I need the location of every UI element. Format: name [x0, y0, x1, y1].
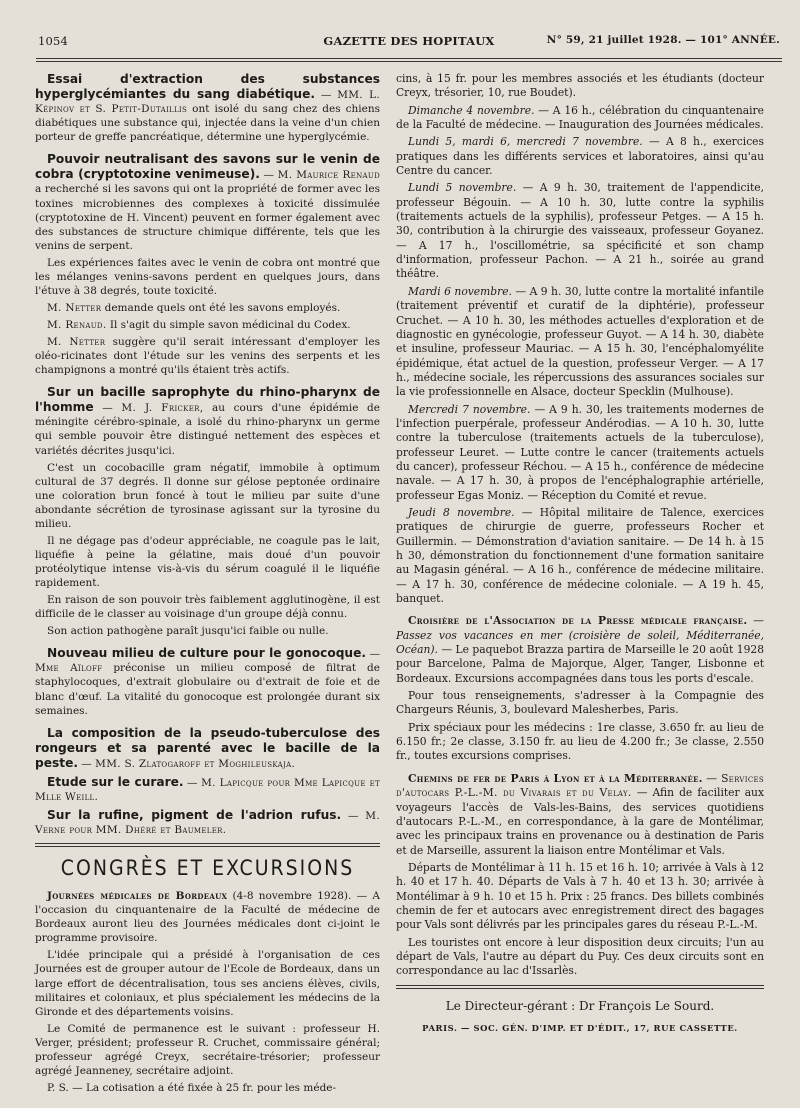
author-savons: M. Maurice Renaud — [277, 169, 380, 182]
heading-essai: Essai d'extraction des substances hyperglycémiantes du sang diabétique. — [35, 72, 380, 102]
article-gonocoque: Nouveau milieu de culture pour le gonocoque. — Mme Aïloff préconise un milieu composé de filtrat de staphylocoques, d'extrait globulaire ou d'extrait de foie et de blanc d'œuf. La vitalité du gonocoque est prolongée durant six semaines. — [35, 646, 381, 717]
day-label: Mardi 6 novembre. — [408, 284, 512, 298]
article-savons: Pouvoir neutralisant des savons sur le venin de cobra (cryptotoxine venimeuse). — M. Maurice Renaud a recherché si les savons qui ont la propriété de former avec les toxines microbiennes des complexes à toxicité dissimulée (cryptotoxine de H. Vincent) peuvent en former également avec des substances de structure chimique différente, tels que les venins de serpent. — [35, 152, 380, 252]
article-journees-bordeaux — [35, 889, 380, 945]
program-dimanche — [396, 104, 764, 133]
discussion-netter-2 — [35, 335, 380, 377]
right-column — [396, 72, 764, 1035]
article-chemins-de-fer — [396, 772, 764, 858]
paragraph: Le Comité de permanence est le suivant : professeur H. Verger, président; professeur R. Cruchet, commissaire général; professeur agrégé Creyx, secrétaire-trésorier; professeur agrégé Jeanneney, secrétaire adjoint. — [35, 1022, 380, 1077]
closing-rule — [396, 985, 764, 989]
day-program: — A 9 h. 30, les traitements modernes de l'infection puerpérale, professeur Andérodias. — A 10 h. 30, lutte contre la tuberculose (traitements actuels de la tuberculose), professeur Leuret. — Lutte contre le cancer (traitements actuels du cancer), professeur Réchou. — A 15 h., conférence de médecine navale. — A 17 h. 30, à propos de l'encéphalographie artérielle, professeur Egas Moniz. — Réception du Comité et revue. — [396, 402, 764, 502]
heading-curare: Etude sur le curare. — [47, 774, 184, 789]
heading-rufine: Sur la rufine, pigment de l'adrion rufus. — [47, 807, 342, 822]
text-essai: ont isolé du sang chez des chiens diabétiques une substance qui, injectée dans la veine d'un chien porteur de greffe pancréatique, détermine une hyperglycémie. — [35, 103, 381, 144]
heading-gonocoque: Nouveau milieu de culture pour le gonocoque. — [47, 646, 367, 661]
text-chemins-de-fer: — Afin de faciliter aux voyageurs l'accès de Vals-les-Bains, des services quotidiens d'autocars P.-L.-M., en correspondance, à la gare de Montélimar, avec les principaux trains en provenance ou à destination de Paris et de Marseille, assurent la liaison entre Montélimar et Vals. — [396, 786, 764, 857]
day-label: Dimanche 4 novembre. — [408, 103, 535, 117]
authors-curare: M. Lapicque pour Mme Lapicque et Mlle Weill. — [35, 776, 380, 803]
text-savons: a recherché si les savons qui ont la propriété de former avec les toxines microbiennes des complexes à toxicité dissimulée (cryptotoxine de H. Vincent) peuvent en former également avec des substances de structure chimique différente, tels que les venins de serpent. — [35, 183, 380, 252]
dates-journees-bordeaux: (4-8 novembre 1928). — [232, 890, 352, 903]
director-signature: Le Directeur-gérant : Dr François Le Sourd. — [445, 998, 715, 1013]
day-program: — Hôpital militaire de Talence, exercices pratiques de chirurgie de guerre, professeurs Rocher et Guillermin. — Démonstration d'aviation sanitaire. — De 14 h. à 15 h 30, démonstration du fonctionnement d'une formation sanitaire au Magasin général. — A 16 h., conférence de médecine militaire. — A 17 h. 30, conférence de médecine coloniale. — A 19 h. 45, banquet. — [396, 505, 764, 606]
page-number: 1054 — [38, 34, 69, 48]
page-header — [38, 34, 780, 52]
day-program: — A 9 h. 30, traitement de l'appendicite, professeur Bégouin. — A 10 h. 30, lutte contre la syphilis (traitements actuels de la syphilis), professeur Petges. — A 15 h. 30, contribution à la chirurgie des vaisseaux, professeur Goyanez. — A 17 h., l'oscillométrie, sa spécificité et son champ d'information, professeur Pachon. — A 21 h., soirée au grand théâtre. — [396, 181, 764, 281]
day-program: — A 16 h., célébration du cinquantenaire de la Faculté de médecine. — Inauguration des Journées médicales. — [396, 103, 764, 132]
header-rule — [36, 58, 782, 62]
printer-imprint: PARIS. — SOC. GÉN. D'IMP. ET D'ÉDIT., 17, RUE CASSETTE. — [422, 1022, 738, 1033]
subheading-chemins-de-fer: — Services d'autocars P.-L.-M. du Vivarais et du Velay. — [396, 771, 764, 800]
authors-essai: MM. L. Képinov et S. Petit-Dutaillis — [35, 89, 380, 116]
article-essai: Essai d'extraction des substances hyperglycémiantes du sang diabétique. — MM. L. Képinov et S. Petit-Dutaillis ont isolé du sang chez des chiens diabétiques une substance qui, injectée dans la veine d'un chien porteur de greffe pancréatique, détermine une hyperglycémie. — [35, 72, 381, 144]
left-column — [35, 72, 380, 1098]
section-title-congres: CONGRÈS ET EXCURSIONS — [60, 856, 355, 881]
authors-pseudo-tuberculose: MM. S. Zlatogaroff et Moghileuskaja. — [95, 757, 296, 770]
speech: Il s'agit du simple savon médicinal du Codex. — [109, 319, 351, 331]
paragraph: Les touristes ont encore à leur disposition deux circuits; l'un au départ de Vals, l'autre au départ du Puy. Ces deux circuits sont en correspondance au lac d'Issarlès. — [396, 935, 764, 978]
paragraph: C'est un cocobacille gram négatif, immobile à optimum cultural de 37 degrés. Il donne sur gélose peptonée ordinaire une coloration brun foncé à tout le milieu par suite d'une abondante sécrétion de tyrosinase agissant sur la tyrosine du milieu. — [35, 461, 380, 530]
text-bacille: au cours d'une épidémie de méningite cérébro-spinale, a isolé du rhino-pharynx un germe qui semble pouvoir être distingué nettement des espèces et variétés décrites jusqu'ici. — [35, 402, 380, 457]
text-journees-bordeaux: — A l'occasion du cinquantenaire de la Faculté de médecine de Bordeaux auront lieu des Journées médicales dont ci-joint le programme provisoire. — [35, 890, 381, 945]
author-gonocoque: Mme Aïloff — [35, 662, 103, 675]
day-label: Mercredi 7 novembre. — [408, 402, 531, 416]
program-jeudi — [396, 506, 764, 606]
journal-title: GAZETTE DES HOPITAUX — [323, 34, 495, 48]
day-label: Jeudi 8 novembre. — [408, 505, 515, 519]
article-pseudo-tuberculose: La composition de la pseudo-tuberculose des rongeurs et sa parenté avec le bacille de la peste. — MM. S. Zlatogaroff et Moghileuskaja. — [35, 725, 380, 770]
speaker-name: M. Renaud. — [47, 319, 107, 331]
article-rufine: Sur la rufine, pigment de l'adrion rufus. — M. Verne pour MM. Dhéré et Baumeler. — [35, 807, 380, 836]
speech: demande quels ont été les savons employés. — [104, 301, 341, 314]
paragraph: Son action pathogène paraît jusqu'ici faible ou nulle. — [47, 625, 329, 638]
issue-line: N° 59, 21 juillet 1928. — 101° ANNÉE. — [546, 34, 780, 46]
heading-savons: Pouvoir neutralisant des savons sur le venin de cobra (cryptotoxine venimeuse). — [35, 152, 380, 182]
speech: suggère qu'il serait intéressant d'employer les oléo-ricinates dont l'étude sur les venins des serpents et les champignons a montré qu'ils étaient très actifs. — [35, 336, 380, 377]
paragraph: Il ne dégage pas d'odeur appréciable, ne coagule pas le lait, liquéfie à peine la gélatine, mais doué d'un pouvoir protéolytique intense vis-à-vis du sérum coagulé il le liquéfie rapidement. — [35, 534, 380, 590]
paragraph: cins, à 15 fr. pour les membres associés et les étudiants (docteur Creyx, trésorier, 10, rue Boudet). — [396, 72, 764, 100]
article-curare: Etude sur le curare. — M. Lapicque pour Mme Lapicque et Mlle Weill. — [35, 774, 380, 803]
paragraph: L'idée principale qui a présidé à l'organisation de ces Journées est de grouper autour de l'Ecole de Bordeaux, dans un large effort de décentralisation, tous ses anciens élèves, civils, militaires et coloniaux, et plus spécialement les médecins de la Gironde et des départements voisins. — [35, 949, 380, 1018]
program-lundi — [396, 181, 764, 281]
day-label: Lundi 5, mardi 6, mercredi 7 novembre. — [408, 135, 643, 149]
program-lundi-mercredi — [396, 135, 764, 178]
day-label: Lundi 5 novembre. — [408, 181, 517, 195]
section-rule — [35, 843, 380, 847]
discussion-netter — [35, 301, 380, 315]
paragraph: Départs de Montélimar à 11 h. 15 et 16 h. 10; arrivée à Vals à 12 h. 40 et 17 h. 40. Départs de Vals à 7 h. 40 et 13 h. 30; arrivée à Montélimar à 9 h. 10 et 15 h. Prix : 25 francs. Des billets combinés chemin de fer et autocars avec enregistrement direct des bagages pour Vals sont délivrés par les principales gares du réseau P.-L.-M. — [396, 860, 764, 932]
heading-bacille: Sur un bacille saprophyte du rhino-pharynx de l'homme — [35, 385, 380, 415]
heading-croisiere: Croisière de l'Association de la Presse médicale française. — [408, 614, 748, 628]
heading-pseudo-tuberculose: La composition de la pseudo-tuberculose des rongeurs et sa parenté avec le bacille de la peste. — [35, 725, 380, 770]
article-croisiere: Croisière de l'Association de la Presse médicale française. — Passez vos vacances en mer (croisière de soleil, Méditerranée, Océan). — Le paquebot Brazza partira de Marseille le 20 août 1928 pour Barcelone, Palma de Majorque, Alger, Tanger, Lisbonne et Bordeaux. Excursions accompagnées dans tous les ports d'escale. — [396, 614, 764, 685]
paragraph: Prix spéciaux pour les médecins : 1re classe, 3.650 fr. au lieu de 6.150 fr.; 2e classe, 3.150 fr. au lieu de 4.200 fr.; 3e classe, 2.550 fr., toutes excursions comprises. — [396, 720, 764, 763]
article-bacille: Sur un bacille saprophyte du rhino-pharynx de l'homme — M. J. Fricker, au cours d'une épidémie de méningite cérébro-spinale, a isolé du rhino-pharynx un germe qui semble pouvoir être distingué nettement des espèces et variétés décrites jusqu'ici. — [35, 385, 380, 457]
text-croisiere: — Le paquebot Brazza partira de Marseille le 20 août 1928 pour Barcelone, Palma de Majorque, Alger, Tanger, Lisbonne et Bordeaux. Excursions accompagnées dans tous les ports d'escale. — [396, 643, 764, 685]
subheading-croisiere: Passez vos vacances en mer (croisière de soleil, Méditerranée, Océan). — [396, 628, 764, 657]
author-bacille: M. J. Fricker, — [121, 402, 204, 415]
heading-journees-bordeaux: Journées médicales de Bordeaux — [47, 890, 228, 903]
discussion-renaud — [35, 318, 380, 332]
paragraph: En raison de son pouvoir très faiblement agglutinogène, il est difficile de le classer au voisinage d'un groupe déjà connu. — [35, 594, 380, 621]
text-gonocoque: préconise un milieu composé de filtrat de staphylocoques, d'extrait globulaire ou d'extrait de foie et de blanc d'œuf. La vitalité du gonocoque est prolongée durant six semaines. — [35, 662, 380, 717]
day-program: — A 8 h., exercices pratiques dans les différents services et laboratoires, ainsi qu'au Centre du cancer. — [396, 135, 764, 178]
heading-chemins-de-fer: Chemins de fer de Paris à Lyon et à la Méditerranée. — [408, 771, 703, 785]
day-program: — A 9 h. 30, lutte contre la mortalité infantile (traitement préventif et curatif de la diphtérie), professeur Cruchet. — A 10 h. 30, les méthodes actuelles d'exploration et de diagnostic en gynécologie, professeur Guyot. — A 14 h. 30, diabète et insuline, professeur Mauriac. — A 15 h. 30, l'encéphalomyélite épidémique, état actuel de la question, professeur Verger. — A 17 h., médecine sociale, les répercussions des assurances sociales sur la vie professionnelle en Alsace, docteur Specklin (Mulhouse). — [396, 284, 765, 399]
program-mercredi — [396, 403, 764, 503]
paragraph: Les expériences faites avec le venin de cobra ont montré que les mélanges venins-savons perdent en quelques jours, dans l'étuve à 38 degrés, toute toxicité. — [35, 256, 380, 297]
speaker-name: M. Netter — [47, 301, 102, 314]
speaker-name: M. Netter — [47, 336, 106, 349]
paragraph: P. S. — La cotisation a été fixée à 25 fr. pour les méde- — [47, 1081, 337, 1094]
paragraph: Pour tous renseignements, s'adresser à la Compagnie des Chargeurs Réunis, 3, boulevard Malesherbes, Paris. — [396, 689, 764, 717]
authors-rufine: M. Verne pour MM. Dhéré et Baumeler. — [35, 809, 380, 836]
program-mardi — [396, 285, 764, 400]
